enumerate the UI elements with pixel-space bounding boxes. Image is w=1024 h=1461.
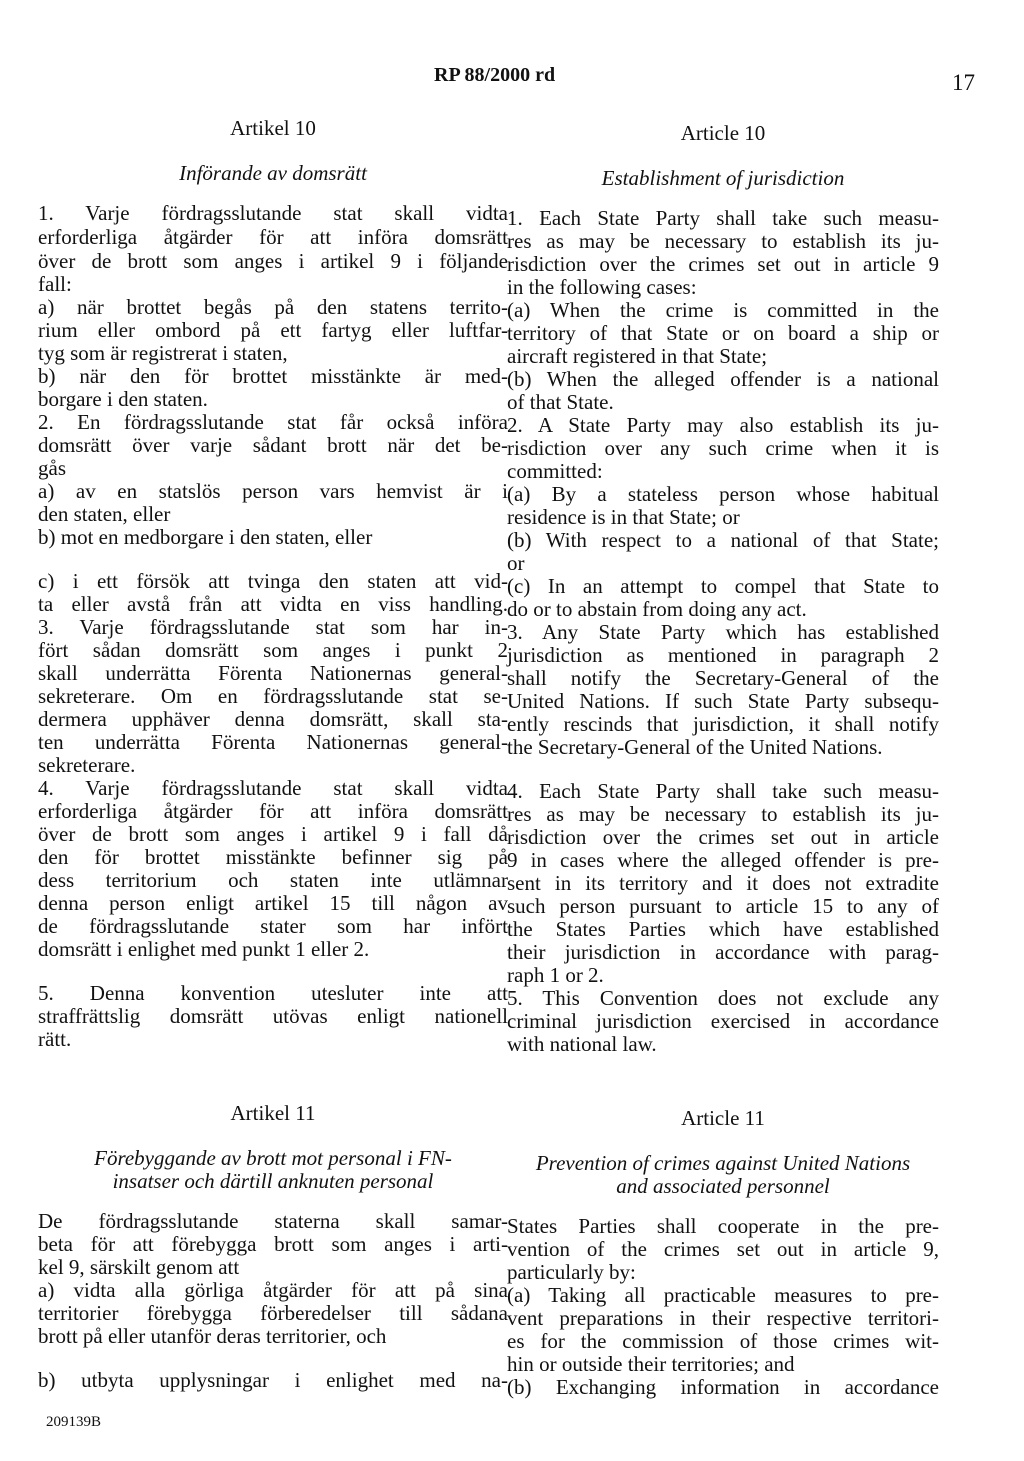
english-text-line: risdiction over the crimes set out in article — [507, 825, 939, 849]
english-text-line: residence is in that State; or — [507, 505, 740, 529]
swedish-text-line: över de brott som anges i artikel 9 i följande — [38, 249, 508, 273]
english-text-line: res as may be necessary to establish its ju- — [507, 802, 939, 826]
english-text-line: the States Parties which have established — [507, 917, 939, 941]
swedish-text-line: rätt. — [38, 1027, 72, 1051]
english-text-line: aircraft registered in that State; — [507, 344, 768, 368]
english-text-line: criminal jurisdiction exercised in accordance — [507, 1009, 939, 1033]
swedish-text-line: dess territorium och staten inte utlämnar — [38, 868, 508, 892]
swedish-text-line: sekreterare. — [38, 753, 136, 777]
english-text-line: Prevention of crimes against United Nations — [535, 1151, 911, 1175]
print-code: 209139B — [46, 1414, 102, 1430]
swedish-text-line: sekreterare. Om en fördragsslutande stat se- — [38, 684, 508, 708]
swedish-text-line: b) mot en medborgare i den staten, eller — [38, 525, 373, 549]
english-text-line: the Secretary-General of the United Nations. — [507, 735, 883, 759]
swedish-text-line: Införande av domsrätt — [179, 161, 367, 185]
english-text-line: jurisdiction as mentioned in paragraph 2 — [507, 643, 939, 667]
swedish-text-line: domsrätt i enlighet med punkt 1 eller 2. — [38, 937, 370, 961]
swedish-text-line: territorier förebygga förberedelser till sådana — [38, 1301, 508, 1325]
swedish-text-line: De fördragsslutande staterna skall samar- — [38, 1209, 508, 1233]
swedish-text-line: fall: — [38, 272, 72, 296]
swedish-text-line: ta eller avstå från att vidta en viss handling. — [38, 592, 508, 616]
english-text-line: Article 10 — [680, 121, 766, 145]
swedish-text-line: fört sådan domsrätt som anges i punkt 2 — [38, 638, 508, 662]
english-text-line: committed: — [507, 459, 603, 483]
swedish-text-line: den staten, eller — [38, 502, 171, 526]
swedish-text-line: b) utbyta upplysningar i enlighet med na- — [38, 1368, 508, 1392]
swedish-text-line: borgare i den staten. — [38, 387, 208, 411]
english-text-line: particularly by: — [507, 1260, 636, 1284]
english-text-line: United Nations. If such State Party subsequ- — [507, 689, 939, 713]
swedish-text-line: erforderliga åtgärder för att införa domsrätt — [38, 225, 508, 249]
english-text-line: 9 in cases where the alleged offender is pre- — [507, 848, 939, 872]
english-text-line: their jurisdiction in accordance with parag- — [507, 940, 939, 964]
english-text-line: in the following cases: — [507, 275, 697, 299]
swedish-text-line: Artikel 11 — [230, 1101, 316, 1125]
swedish-text-line: denna person enligt artikel 15 till någon av — [38, 891, 508, 915]
english-text-line: of that State. — [507, 390, 614, 414]
swedish-text-line: dermera upphäver denna domsrätt, skall sta- — [38, 707, 508, 731]
english-text-column — [507, 0, 939, 1461]
swedish-text-line: kel 9, särskilt genom att — [38, 1255, 240, 1279]
english-text-line: (c) In an attempt to compel that State to — [507, 574, 939, 598]
english-text-line: hin or outside their territories; and — [507, 1352, 795, 1376]
swedish-text-line: ten underrätta Förenta Nationernas general- — [38, 730, 508, 754]
english-text-line: es for the commission of those crimes wit- — [507, 1329, 939, 1353]
swedish-text-line: rium eller ombord på ett fartyg eller luftfar- — [38, 318, 508, 342]
english-text-line: Article 11 — [681, 1106, 765, 1130]
swedish-text-line: 5. Denna konvention utesluter inte att — [38, 981, 508, 1005]
english-text-line: 1. Each State Party shall take such measu- — [507, 206, 939, 230]
swedish-text-line: Förebyggande av brott mot personal i FN- — [94, 1146, 452, 1170]
english-text-line: and associated personnel — [616, 1174, 830, 1198]
swedish-text-line: gås — [38, 456, 66, 480]
english-text-line: or — [507, 551, 525, 575]
english-text-line: 5. This Convention does not exclude any — [507, 986, 939, 1010]
swedish-text-line: Artikel 10 — [230, 116, 316, 140]
english-text-line: ently rescinds that jurisdiction, it shall notify — [507, 712, 939, 736]
english-text-line: (a) By a stateless person whose habitual — [507, 482, 939, 506]
swedish-text-line: insatser och därtill anknuten personal — [112, 1169, 434, 1193]
english-text-line: 4. Each State Party shall take such measu- — [507, 779, 939, 803]
english-text-line: sent in its territory and it does not extradite — [507, 871, 939, 895]
english-text-line: risdiction over the crimes set out in article 9 — [507, 252, 939, 276]
swedish-text-line: erforderliga åtgärder för att införa domsrätt — [38, 799, 508, 823]
swedish-text-line: 2. En fördragsslutande stat får också införa — [38, 410, 508, 434]
running-header: RP 88/2000 rd — [434, 64, 556, 86]
swedish-text-line: b) när den för brottet misstänkte är med- — [38, 364, 508, 388]
english-text-line: vent preparations in their respective territori- — [507, 1306, 939, 1330]
swedish-text-line: de fördragsslutande stater som har infört — [38, 914, 508, 938]
swedish-text-line: den för brottet misstänkte befinner sig på — [38, 845, 508, 869]
swedish-text-line: brott på eller utanför deras territorier, och — [38, 1324, 387, 1348]
swedish-text-line: a) när brottet begås på den statens territo- — [38, 295, 508, 319]
english-text-line: (a) When the crime is committed in the — [507, 298, 939, 322]
english-text-line: 2. A State Party may also establish its ju- — [507, 413, 939, 437]
swedish-text-line: c) i ett försök att tvinga den staten att vid- — [38, 569, 508, 593]
swedish-text-line: 4. Varje fördragsslutande stat skall vidta — [38, 776, 508, 800]
english-text-line: territory of that State or on board a ship or — [507, 321, 939, 345]
english-text-line: risdiction over any such crime when it is — [507, 436, 939, 460]
english-text-line: with national law. — [507, 1032, 657, 1056]
swedish-text-column — [38, 0, 508, 1461]
swedish-text-line: straffrättslig domsrätt utövas enligt nationell — [38, 1004, 508, 1028]
swedish-text-line: skall underrätta Förenta Nationernas general- — [38, 661, 508, 685]
english-text-line: (a) Taking all practicable measures to pre- — [507, 1283, 939, 1307]
english-text-line: 3. Any State Party which has established — [507, 620, 939, 644]
english-text-line: do or to abstain from doing any act. — [507, 597, 807, 621]
swedish-text-line: domsrätt över varje sådant brott när det be- — [38, 433, 508, 457]
page-number: 17 — [952, 70, 975, 95]
english-text-line: raph 1 or 2. — [507, 963, 604, 987]
english-text-line: shall notify the Secretary-General of the — [507, 666, 939, 690]
english-text-line: such person pursuant to article 15 to any of — [507, 894, 939, 918]
english-text-line: res as may be necessary to establish its ju- — [507, 229, 939, 253]
swedish-text-line: över de brott som anges i artikel 9 i fall då — [38, 822, 508, 846]
english-text-line: (b) When the alleged offender is a national — [507, 367, 939, 391]
swedish-text-line: 3. Varje fördragsslutande stat som har in- — [38, 615, 508, 639]
english-text-line: States Parties shall cooperate in the pre- — [507, 1214, 939, 1238]
swedish-text-line: a) vidta alla görliga åtgärder för att på sina — [38, 1278, 508, 1302]
english-text-line: (b) Exchanging information in accordance — [507, 1375, 939, 1399]
english-text-line: (b) With respect to a national of that State; — [507, 528, 939, 552]
english-text-line: Establishment of jurisdiction — [601, 166, 845, 190]
swedish-text-line: beta för att förebygga brott som anges i arti- — [38, 1232, 508, 1256]
swedish-text-line: 1. Varje fördragsslutande stat skall vidta — [38, 201, 508, 225]
swedish-text-line: tyg som är registrerat i staten, — [38, 341, 288, 365]
english-text-line: vention of the crimes set out in article 9, — [507, 1237, 939, 1261]
swedish-text-line: a) av en statslös person vars hemvist är i — [38, 479, 508, 503]
